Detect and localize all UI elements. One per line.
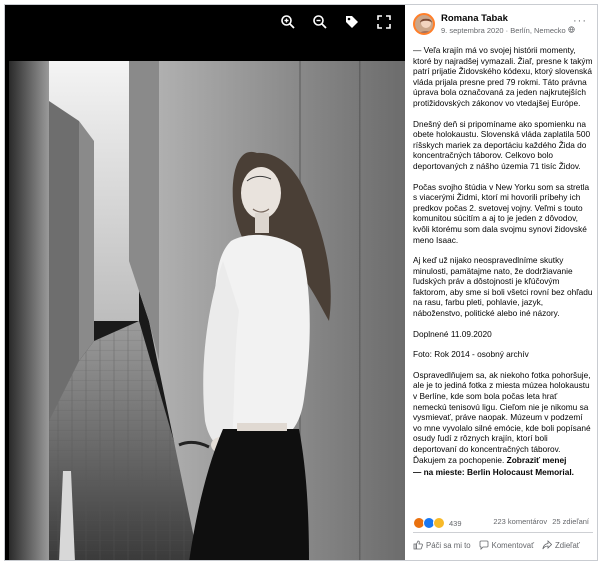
avatar[interactable]	[413, 13, 435, 35]
post-location[interactable]: Berlín, Nemecko	[510, 26, 566, 35]
divider	[413, 532, 593, 533]
post-date[interactable]: 9. septembra 2020	[441, 26, 504, 35]
zoom-in-icon[interactable]	[277, 11, 299, 33]
paragraph-6: Foto: Rok 2014 - osobný archív	[413, 349, 529, 360]
care-reaction-icon	[433, 517, 445, 529]
comment-button[interactable]	[479, 536, 534, 554]
post-panel	[405, 5, 597, 561]
post-actions	[413, 536, 593, 554]
reaction-count: 439	[449, 518, 462, 528]
like-button[interactable]	[413, 536, 471, 554]
comment-count[interactable]: 223 komentárov	[493, 517, 548, 526]
paragraph-4: Aj keď už nijako neospravedlníme skutky minulosti, pamätajme nato, že dodržiavanie ľudských práv a dôstojnosti je kľúčovým faktorom, aby sme si boli všetci rovní bez ohľadu na rasu, farbu pleti, pohlavie, jazyk, náboženstvo, politické alebo iné názory.	[413, 255, 593, 319]
share-label: Zdieľať	[555, 540, 580, 550]
more-options-icon[interactable]: ···	[573, 15, 587, 27]
paragraph-3: Počas svojho štúdia v New Yorku som sa stretla s viacerými Židmi, ktorí mi hovorili príbehy ich predkov počas 2. svetovej vojny. Veľmi s touto komunitou súcitím a aj to je jeden z dôvodov, kvôli ktorému som dala svojmu synovi židovské meno Isaac.	[413, 181, 590, 245]
thumbs-up-icon	[413, 540, 423, 550]
photo-toolbar	[277, 11, 405, 33]
comment-label: Komentovať	[491, 540, 535, 550]
like-label: Páči sa mi to	[426, 540, 471, 550]
globe-icon	[568, 26, 575, 35]
paragraph-2: Dnešný deň si pripomíname ako spomienku na obete holokaustu. Slovenská vláda zaplatila 500 ríšskych mariek za deportáciu každého Žida do koncentračných táborov. Celkovo bolo deportovaných z nášho územia 71 tisíc Židov.	[413, 118, 591, 171]
post-meta	[441, 26, 575, 35]
photo-panel	[5, 5, 405, 561]
fullscreen-icon[interactable]	[373, 11, 395, 33]
meta-separator: ·	[505, 26, 509, 35]
post-stats	[413, 516, 593, 530]
tag-icon[interactable]	[341, 11, 363, 33]
checkin-place-link[interactable]: Berlin Holocaust Memorial.	[466, 467, 574, 478]
paragraph-1: — Veľa krajín má vo svojej histórii momenty, ktoré by najradšej vymazali. Žiaľ, presne k takým patrí prijatie Židovského kódexu, ktorý slovenská vláda prijala presne pred 79 rokmi. Táto právna úprava bola označovaná za jeden najkrutejších protižidovských zákonov vo vtedajšej Európe.	[413, 45, 593, 108]
checkin-prefix: — na mieste:	[413, 467, 465, 478]
paragraph-5: Doplnené 11.09.2020	[413, 328, 492, 339]
paragraph-7	[413, 370, 593, 465]
reactions[interactable]	[413, 517, 462, 529]
see-less-link[interactable]: Zobraziť menej	[506, 454, 567, 465]
post-photo[interactable]	[9, 61, 405, 561]
post-viewer	[4, 4, 598, 561]
post-header	[413, 13, 593, 43]
comment-icon	[479, 540, 489, 550]
engagement-counts	[493, 517, 589, 526]
last-paragraph-text: Ospravedlňujem sa, ak niekoho fotka pohoršuje, ale je to jediná fotka z miesta múzea holokaustu v Berlíne, kde som bola počas leta hrať nemeckú tenisovú ligu. Cieľom nie je nikomu sa vysmievať, práve naopak. Múzeum v podzemí vo mne vyvolalo silné emócie, kde boli popísané osudy ľudí z rôznych krajín, ktorí boli deportovaní do koncentračných táborov. Ďakujem za pochopenie.	[413, 369, 591, 465]
post-text	[413, 45, 593, 488]
checkin	[413, 467, 593, 478]
share-icon	[542, 540, 552, 550]
author-name[interactable]: Romana Tabak	[441, 13, 508, 24]
share-count[interactable]: 25 zdieľaní	[552, 517, 589, 526]
zoom-out-icon[interactable]	[309, 11, 331, 33]
share-button[interactable]	[542, 536, 580, 554]
